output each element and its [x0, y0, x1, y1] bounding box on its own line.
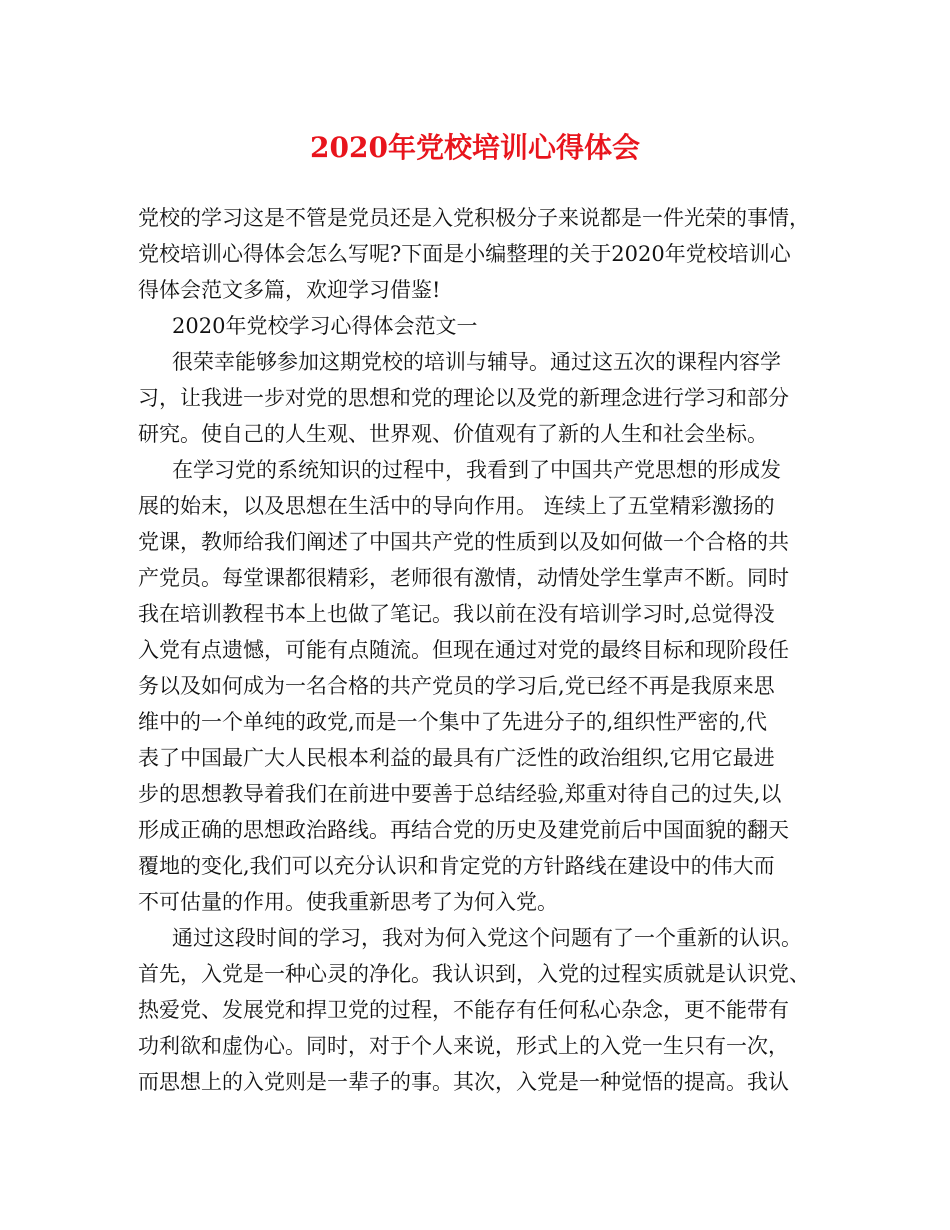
text-line: 党校的学习这是不管是党员还是入党积极分子来说都是一件光荣的事情，	[138, 206, 810, 230]
text-line: 党课，教师给我们阐述了中国共产党的性质到以及如何做一个合格的共	[138, 530, 789, 554]
text-line: 很荣幸能够参加这期党校的培训与辅导。通过这五次的课程内容学	[172, 350, 781, 374]
text-line: 步的思想教导着我们在前进中要善于总结经验,郑重对待自己的过失,以	[138, 782, 782, 806]
text-line: 维中的一个单纯的政党,而是一个集中了先进分子的,组织性严密的,代	[138, 710, 768, 734]
text-line: 通过这段时间的学习，我对为何入党这个问题有了一个重新的认识。	[172, 926, 802, 950]
text-line: 不可估量的作用。使我重新思考了为何入党。	[138, 890, 558, 914]
text-line: 而思想上的入党则是一辈子的事。其次，入党是一种觉悟的提高。我认	[138, 1070, 789, 1094]
text-line: 首先，入党是一种心灵的净化。我认识到，入党的过程实质就是认识党、	[138, 962, 810, 986]
text-line: 务以及如何成为一名合格的共产党员的学习后,党已经不再是我原来思	[138, 674, 775, 698]
text-line: 在学习党的系统知识的过程中，我看到了中国共产党思想的形成发	[172, 458, 781, 482]
text-line: 得体会范文多篇，欢迎学习借鉴!	[138, 278, 441, 302]
text-line: 表了中国最广大人民根本利益的最具有广泛性的政治组织,它用它最进	[138, 746, 775, 770]
document-title: 2020年党校培训心得体会	[310, 131, 640, 164]
text-line: 展的始末，以及思想在生活中的导向作用。 连续上了五堂精彩激扬的	[138, 494, 775, 518]
document-body	[138, 200, 818, 1100]
text-line: 功利欲和虚伪心。同时，对于个人来说，形式上的入党一生只有一次，	[138, 1034, 789, 1058]
text-line: 产党员。每堂课都很精彩，老师很有激情，动情处学生掌声不断。同时	[138, 566, 789, 590]
text-line: 党校培训心得体会怎么写呢?下面是小编整理的关于2020年党校培训心	[138, 242, 791, 266]
text-line: 研究。使自己的人生观、世界观、价值观有了新的人生和社会坐标。	[138, 422, 768, 446]
text-line: 覆地的变化,我们可以充分认识和肯定党的方针路线在建设中的伟大而	[138, 854, 775, 878]
text-line: 习，让我进一步对党的思想和党的理论以及党的新理念进行学习和部分	[138, 386, 789, 410]
text-line: 热爱党、发展党和捍卫党的过程，不能存有任何私心杂念，更不能带有	[138, 998, 789, 1022]
text-line: 2020年党校学习心得体会范文一	[172, 314, 478, 338]
text-line: 入党有点遗憾，可能有点随流。但现在通过对党的最终目标和现阶段任	[138, 638, 789, 662]
text-line: 形成正确的思想政治路线。再结合党的历史及建党前后中国面貌的翻天	[138, 818, 789, 842]
text-line: 我在培训教程书本上也做了笔记。我以前在没有培训学习时,总觉得没	[138, 602, 775, 626]
